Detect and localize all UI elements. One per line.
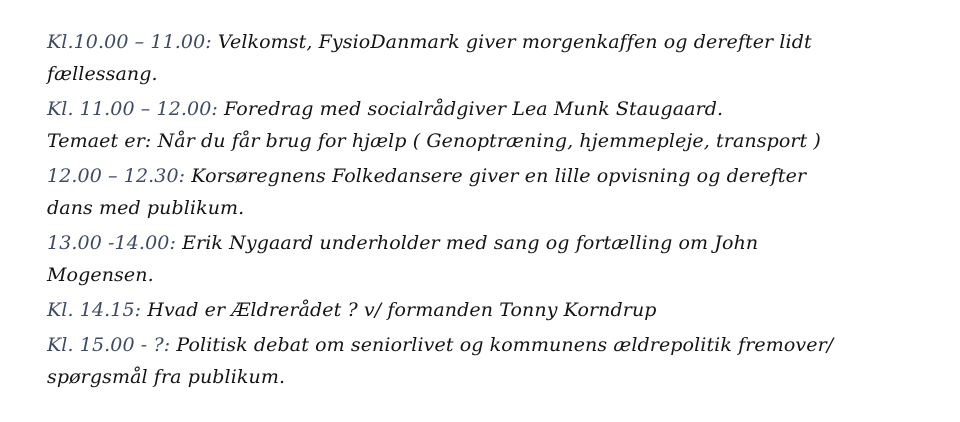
entry-text-continued: fællessang.: [47, 63, 158, 85]
entry-text: Foredrag med socialrådgiver Lea Munk Staugaard.: [217, 98, 724, 120]
entry-time: Kl. 11.00 – 12.00:: [47, 98, 218, 120]
entry-text: Erik Nygaard underholder med sang og fortælling om John: [175, 232, 759, 254]
entry-time: 12.00 – 12.30:: [47, 165, 186, 187]
entry-text: Politisk debat om seniorlivet og kommunens ældrepolitik fremover/: [170, 334, 834, 356]
schedule-entry-debate: [47, 329, 927, 393]
schedule-entry-council: [47, 294, 927, 326]
entry-time: 13.00 -14.00:: [47, 232, 176, 254]
entry-text: Hvad er Ældrerådet ? v/ formanden Tonny Korndrup: [141, 299, 657, 321]
entry-text: Velkomst, FysioDanmark giver morgenkaffen og derefter lidt: [211, 31, 812, 53]
entry-text-continued: Mogensen.: [47, 264, 154, 286]
entry-text: Korsøregnens Folkedansere giver en lille opvisning og derefter: [185, 165, 807, 187]
schedule-entry-folkdance: [47, 160, 927, 224]
entry-time: Kl.10.00 – 11.00:: [47, 31, 212, 53]
entry-text-continued: Temaet er: Når du får brug for hjælp ( Genoptræning, hjemmepleje, transport ): [47, 130, 821, 152]
schedule-entry-welcome: [47, 26, 927, 90]
schedule-entry-lecture: [47, 93, 927, 157]
entry-text-continued: dans med publikum.: [47, 197, 245, 219]
entry-time: Kl. 14.15:: [47, 299, 142, 321]
program-schedule: [47, 26, 927, 396]
schedule-entry-entertainment: [47, 227, 927, 291]
entry-text-continued: spørgsmål fra publikum.: [47, 366, 286, 388]
entry-time: Kl. 15.00 - ?:: [47, 334, 171, 356]
